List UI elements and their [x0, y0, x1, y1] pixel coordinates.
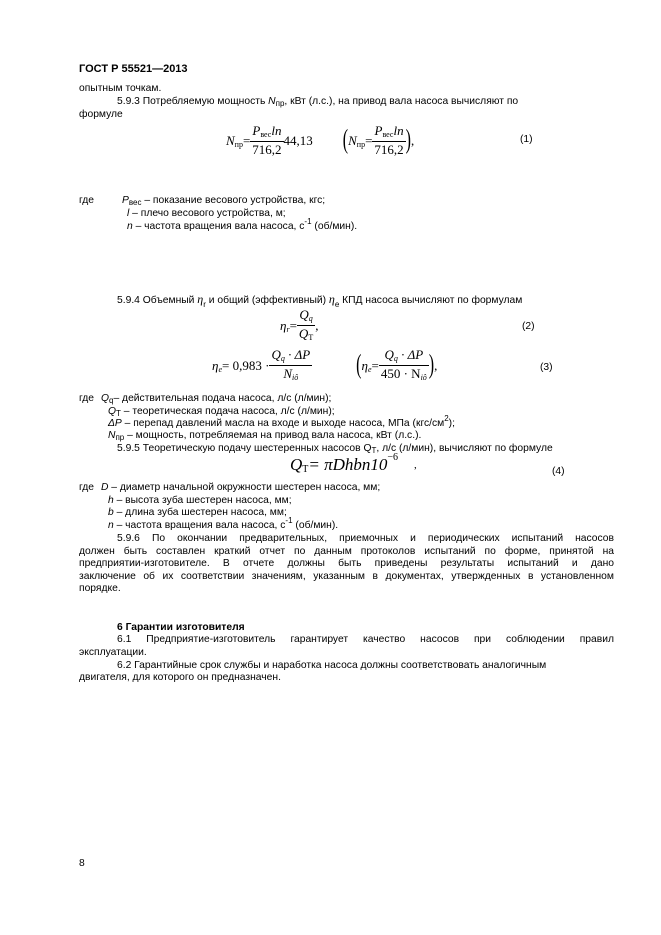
formula-number-2: (2)	[522, 321, 535, 332]
where-item: ΔP – перепад давлений масла на входе и выходе насоса, МПа $(кгс/см^2)$;	[108, 414, 455, 429]
paragraph-61-line: эксплуатации.	[79, 647, 147, 658]
text-line-593: 5.9.3 Потребляемую мощность Nпр, кВт (л.с.), на привод вала насоса вычисляют по	[117, 96, 519, 108]
where-item: Qq– действительная подача насоса, л/с (л/мин);	[101, 393, 332, 405]
where-label: где	[79, 482, 95, 493]
document-header: ГОСТ Р 55521—2013	[79, 63, 188, 75]
formula-1: N пр = $\frac{\text{Pвесln}}{716,2}$ 44,13 ( N пр = $\frac{\text{Pвесln}}{716,2}$ ) ,	[226, 123, 415, 157]
where-item: Nпр – мощность, потребляемая на привод вала насоса, кВт (л.с.).	[108, 430, 422, 442]
where-item: n – частота вращения вала насоса, $с^{-1}$ (об/мин).	[108, 516, 339, 531]
section-6-heading: 6 Гарантии изготовителя	[117, 622, 245, 633]
text-line: формуле	[79, 109, 123, 120]
where-item: h – высота зуба шестерен насоса, мм;	[108, 495, 292, 506]
where-item: Pвес – показание весового устройства, кгс;	[122, 195, 326, 207]
where-item: b – длина зуба шестерен насоса, мм;	[108, 507, 287, 518]
formula-number-1: (1)	[520, 134, 533, 145]
text-line: опытным точкам.	[79, 83, 162, 94]
where-item: n – частота вращения вала насоса, $с^{-1}$ (об/мин).	[127, 217, 358, 232]
formula-4: Q Т = πDhbn10 −6 ,	[290, 452, 417, 475]
formula-3: η e = 0,983 · $\frac{Qq \cdot \Delta P}{\text{Niô}}$ ( η e = $\frac{Qq \cdot \Delta P}{\text{450 · Niô}}$ ) ,	[212, 347, 438, 382]
paragraph-596-line: заключение об их соответствии значениям, указанным в документах, утвержденных в установленном	[79, 571, 614, 582]
paragraph-596-line: предприятии-изготовителе. В отчете должны быть приведены результаты испытаний и дано	[79, 558, 614, 569]
paragraph-62-line: двигателя, для которого он предназначен.	[79, 672, 281, 683]
where-label: где	[79, 195, 95, 206]
paragraph-596-line: должен быть составлен краткий отчет по данным протоколов испытаний по форме, принятой на	[79, 546, 614, 557]
paragraph-596-line: 5.9.6 По окончании предварительных, приемочных и периодических испытаний насосов	[117, 533, 614, 544]
where-item: D – диаметр начальной окружности шестерен насоса, мм;	[101, 482, 381, 493]
formula-number-4: (4)	[552, 466, 565, 477]
formula-2: η r = $\frac{Qq}{QТ}$ ,	[280, 307, 319, 342]
text-line-594: 5.9.4 Объемный $\eta_r$ и общий (эффективный) $\eta_e$ КПД насоса вычисляют по формулам	[117, 292, 523, 309]
where-item: QТ – теоретическая подача насоса, л/с (л/мин);	[108, 406, 335, 418]
where-item: l – плечо весового устройства, м;	[127, 208, 286, 219]
text-line-595: 5.9.5 Теоретическую подачу шестеренных насосов QТ, л/с (л/мин), вычисляют по формуле	[117, 443, 553, 455]
paragraph-62-line: 6.2 Гарантийные срок службы и наработка насоса должны соответствовать аналогичным	[117, 660, 547, 671]
where-label: где	[79, 393, 95, 404]
paragraph-61-line: 6.1 Предприятие-изготовитель гарантирует качество насосов при соблюдении правил	[117, 634, 614, 645]
paragraph-596-line: порядке.	[79, 583, 121, 594]
page-number: 8	[79, 858, 85, 869]
formula-number-3: (3)	[540, 362, 553, 373]
